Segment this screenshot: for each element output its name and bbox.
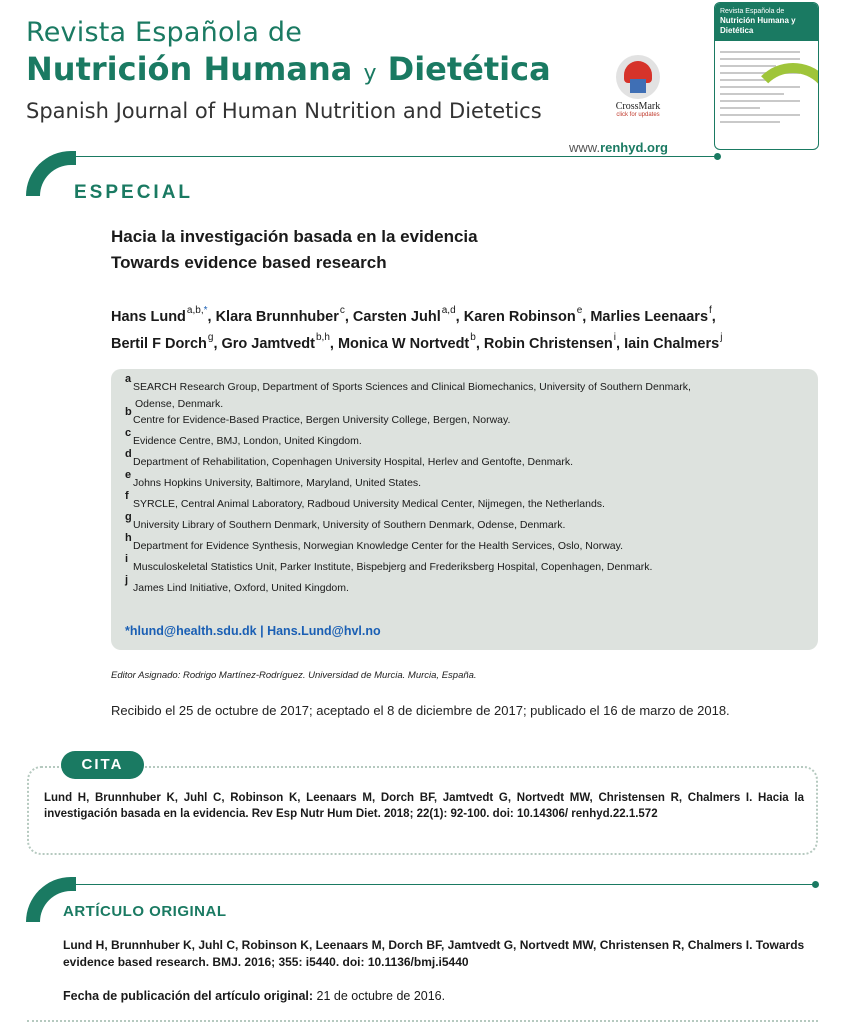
url-prefix: www.	[569, 140, 601, 155]
author	[215, 305, 353, 325]
contact-email[interactable]: *hlund@health.sdu.dk | Hans.Lund@hvl.no	[125, 624, 381, 638]
affiliation-text: SYRCLE, Central Animal Laboratory, Radboud University Medical Center, Nijmegen, the Netherlands.	[133, 498, 605, 510]
author-separator: ,	[455, 309, 464, 325]
affiliation-text: Musculoskeletal Statistics Unit, Parker Institute, Bispebjerg and Frederiksberg Hospital, Copenhagen, Denmark.	[133, 561, 653, 573]
crossmark-sub: click for updates	[616, 112, 660, 118]
author-name: Klara Brunnhuber	[215, 309, 339, 325]
affiliation-letter: a	[125, 373, 132, 385]
received-dates: Recibido el 25 de octubre de 2017; aceptado el 8 de diciembre de 2017; publicado el 16 de marzo de 2018.	[111, 703, 730, 718]
affiliation-text: University Library of Southern Denmark, University of Southern Denmark, Odense, Denmark.	[133, 519, 566, 531]
affiliation-letter: g	[125, 511, 132, 523]
author	[111, 332, 222, 352]
author	[463, 305, 591, 325]
section-curve-decoration	[26, 151, 76, 196]
author-name: Gro Jamtvedt	[221, 336, 315, 352]
affiliation-text: SEARCH Research Group, Department of Sports Sciences and Clinical Biomechanics, University of Southern Denmark,	[133, 381, 691, 393]
original-divider-dot	[812, 881, 819, 888]
author	[624, 332, 723, 352]
author-affiliation-marker	[720, 332, 722, 343]
affiliation-item	[125, 532, 805, 553]
author	[590, 305, 716, 325]
affiliation-text: Evidence Centre, BMJ, London, United Kingdom.	[133, 435, 362, 447]
article-title-en: Towards evidence based research	[111, 253, 387, 272]
affiliation-letters: b	[470, 332, 476, 343]
url-main: renhyd.org	[600, 140, 668, 155]
affiliation-text: Centre for Evidence-Based Practice, Bergen University College, Bergen, Norway.	[133, 414, 511, 426]
journal-name-part1: Nutrición Humana	[26, 50, 364, 88]
cover-title: Revista Española de	[720, 8, 785, 15]
affiliation-text: Johns Hopkins University, Baltimore, Maryland, United States.	[133, 477, 422, 489]
author-name: Karen Robinson	[463, 309, 576, 325]
affiliation-letters: a,b,	[186, 305, 204, 316]
author-separator: ,	[475, 336, 484, 352]
author	[483, 332, 625, 352]
affiliation-letter: d	[125, 448, 132, 460]
cover-title2: Nutrición Humana y Dietética	[720, 16, 796, 35]
journal-name-line2	[26, 50, 551, 88]
affiliation-text: Department of Rehabilitation, Copenhagen University Hospital, Herlev and Gentofte, Denmark.	[133, 456, 574, 468]
author	[337, 332, 484, 352]
affiliation-letter: c	[125, 427, 132, 439]
author-separator: ,	[329, 336, 338, 352]
journal-url[interactable]	[569, 140, 668, 155]
author-separator: ,	[207, 309, 216, 325]
journal-cover-thumbnail	[714, 2, 819, 150]
original-publication-date	[63, 989, 445, 1003]
bottom-divider	[27, 1020, 818, 1022]
journal-name-line1: Revista Española de	[26, 17, 303, 48]
section-label: ESPECIAL	[74, 182, 194, 203]
affiliation-item	[125, 469, 805, 490]
author-affiliation-marker	[442, 305, 456, 316]
crossmark-badge[interactable]	[606, 55, 670, 118]
affiliations-list	[125, 373, 805, 595]
affiliation-item	[125, 448, 805, 469]
author-separator: ,	[711, 309, 716, 325]
affiliation-letter: i	[125, 553, 129, 565]
affiliation-letter: b	[125, 406, 132, 418]
date-value: 21 de octubre de 2016.	[313, 989, 446, 1003]
divider-dot	[714, 153, 721, 160]
author-separator: ,	[616, 336, 625, 352]
corresponding-author-star: *	[203, 305, 208, 316]
affiliation-letters: j	[720, 332, 723, 343]
affiliation-letters: g	[207, 332, 214, 343]
citation-text: Lund H, Brunnhuber K, Juhl C, Robinson K, Leenaars M, Dorch BF, Jamtvedt G, Nortvedt MW, Christensen R, Chalmers I. Hacia la investigación basada en la evidencia. Rev Esp Nutr Hum Diet. 2018; 22(1): 92-100. doi: 10.14306/ renhyd.22.1.572	[44, 792, 804, 820]
affiliation-text-continued: Odense, Denmark.	[135, 398, 224, 410]
author-name: Iain Chalmers	[624, 336, 720, 352]
affiliation-letters: a,d	[441, 305, 456, 316]
author	[111, 305, 216, 325]
author-name: Carsten Juhl	[352, 309, 441, 325]
author-affiliation-marker	[316, 332, 330, 343]
author-name: Hans Lund	[111, 309, 186, 325]
date-label: Fecha de publicación del artículo original:	[63, 989, 314, 1003]
authors-line2	[111, 332, 722, 352]
author	[352, 305, 464, 325]
citation-label: CITA	[61, 751, 144, 779]
affiliation-item	[125, 511, 805, 532]
crossmark-label: CrossMark	[615, 101, 661, 112]
journal-english-name: Spanish Journal of Human Nutrition and Dietetics	[26, 99, 542, 123]
affiliation-item	[125, 553, 805, 574]
author-separator: ,	[344, 309, 353, 325]
affiliation-letter: f	[125, 490, 129, 502]
affiliation-item	[125, 373, 805, 410]
author-name: Bertil F Dorch	[111, 336, 207, 352]
author-separator: ,	[213, 336, 222, 352]
author-name: Monica W Nortvedt	[337, 336, 470, 352]
affiliation-item	[125, 490, 805, 511]
journal-name-part2: Dietética	[376, 50, 551, 88]
affiliation-letter: h	[125, 532, 132, 544]
affiliation-text: Department for Evidence Synthesis, Norwegian Knowledge Center for the Health Services, Oslo, Norway.	[133, 540, 624, 552]
affiliation-item	[125, 427, 805, 448]
affiliation-letter: e	[125, 469, 132, 481]
affiliation-text: James Lind Initiative, Oxford, United Kingdom.	[133, 582, 349, 594]
authors-line1	[111, 305, 716, 325]
affiliation-item	[125, 406, 805, 427]
author	[221, 332, 338, 352]
affiliation-letters: e	[576, 305, 583, 316]
original-divider	[64, 884, 816, 885]
header-divider	[64, 156, 716, 157]
article-title-es: Hacia la investigación basada en la evidencia	[111, 227, 478, 246]
original-article-reference: Lund H, Brunnhuber K, Juhl C, Robinson K, Leenaars M, Dorch BF, Jamtvedt G, Nortvedt MW, Christensen R, Chalmers I. Towards evidence based research. BMJ. 2016; 355: i5440. doi: 10.1136/bmj.i5440	[63, 938, 805, 969]
affiliation-item	[125, 574, 805, 595]
crossmark-icon	[616, 55, 660, 99]
original-article-label: ARTÍCULO ORIGINAL	[63, 903, 227, 920]
affiliation-letters: i	[613, 332, 617, 343]
assigned-editor: Editor Asignado: Rodrigo Martínez-Rodríguez. Universidad de Murcia. Murcia, España.	[111, 670, 477, 681]
author-separator: ,	[582, 309, 591, 325]
journal-name-y: y	[363, 61, 377, 86]
affiliation-letters: f	[709, 305, 712, 316]
affiliation-letters: b,h	[315, 332, 330, 343]
affiliation-letters: c	[339, 305, 345, 316]
affiliation-letter: j	[125, 574, 129, 586]
author-name: Marlies Leenaars	[590, 309, 709, 325]
author-affiliation-marker	[187, 305, 208, 316]
author-name: Robin Christensen	[483, 336, 613, 352]
